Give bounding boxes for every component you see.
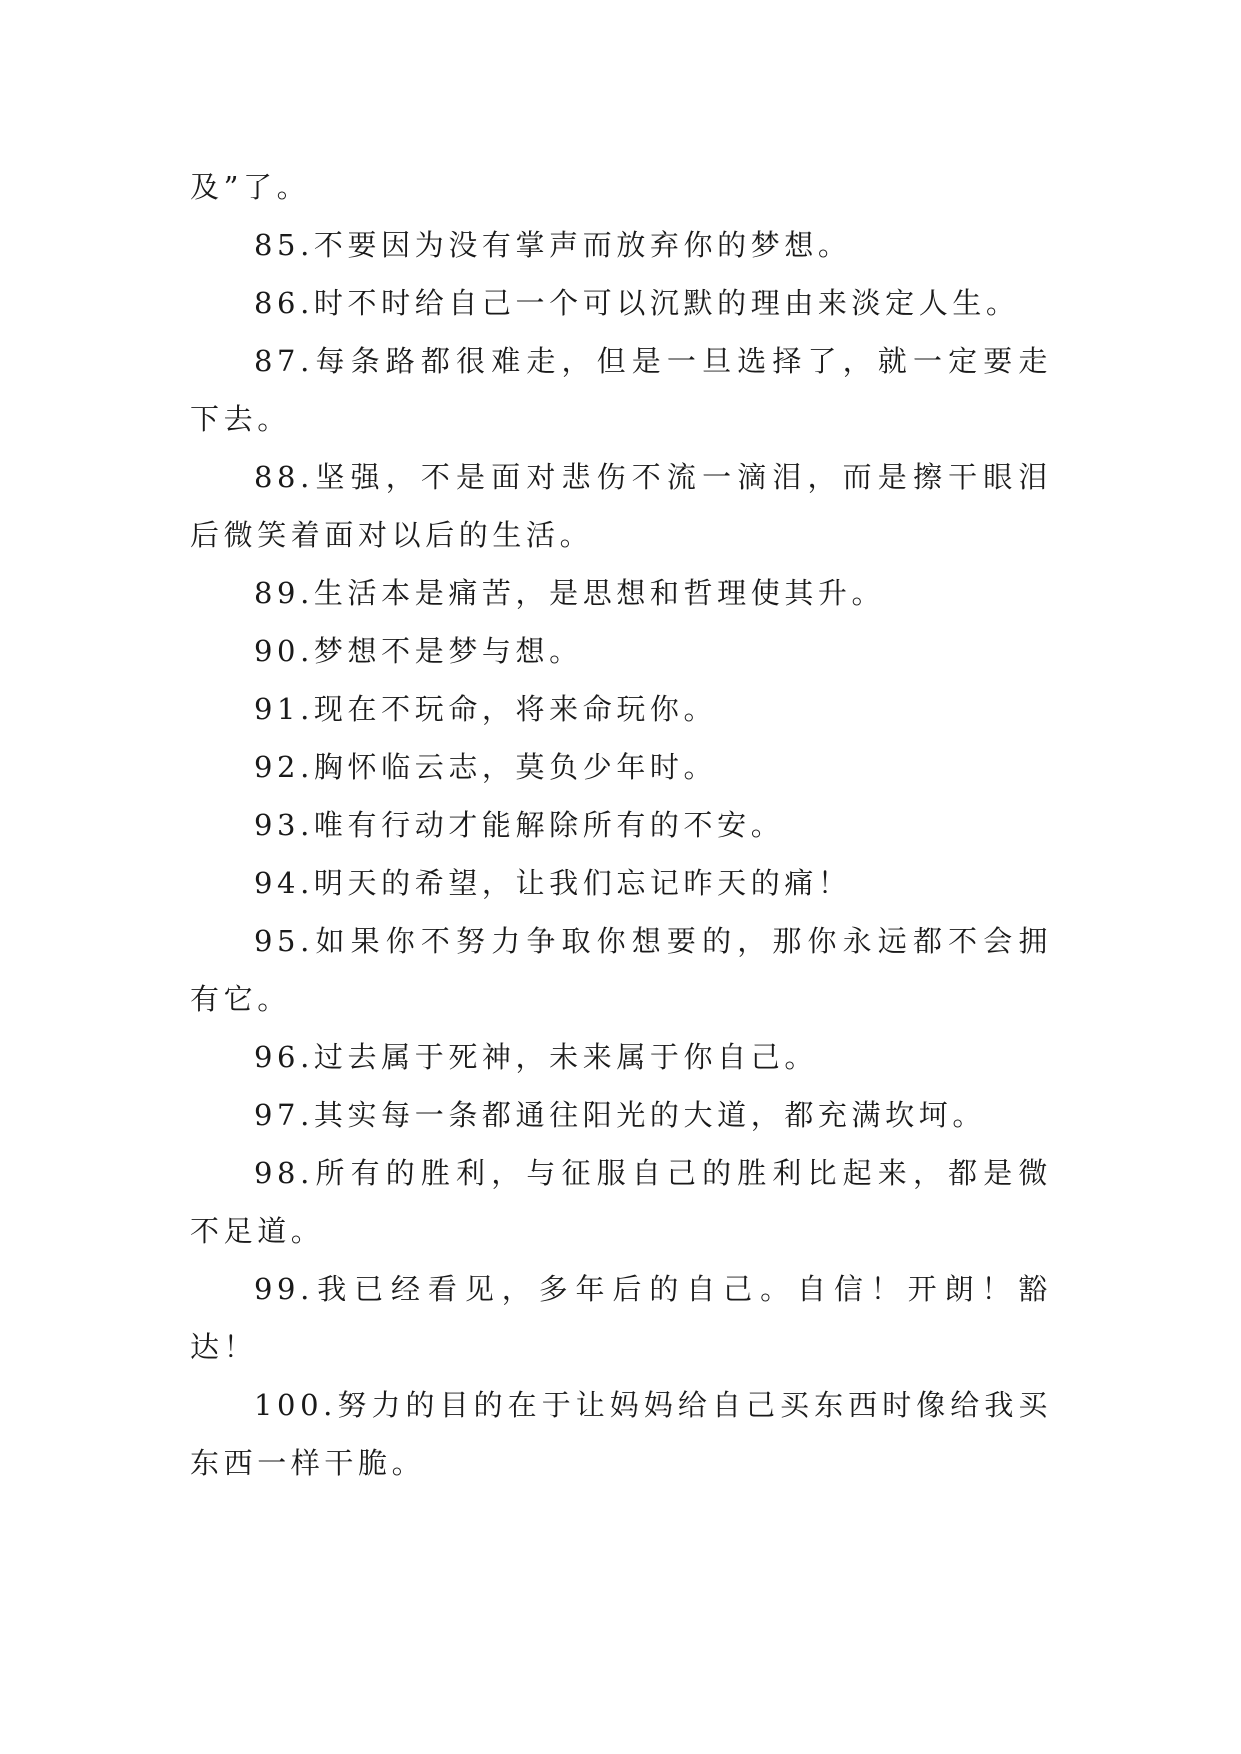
quote-98: 98.所有的胜利，与征服自己的胜利比起来，都是微不足道。	[190, 1156, 1052, 1248]
quote-95: 95.如果你不努力争取你想要的，那你永远都不会拥有它。	[190, 924, 1052, 1016]
quote-96: 96.过去属于死神，未来属于你自己。	[254, 1040, 818, 1074]
body-text	[190, 158, 1052, 1492]
quote-90: 90.梦想不是梦与想。	[254, 634, 583, 668]
paragraph-continuation: 及”了。	[190, 170, 311, 204]
quote-91: 91.现在不玩命，将来命玩你。	[254, 692, 718, 726]
quote-97: 97.其实每一条都通往阳光的大道，都充满坎坷。	[254, 1098, 986, 1132]
quote-89: 89.生活本是痛苦，是思想和哲理使其升。	[254, 576, 886, 610]
quote-92: 92.胸怀临云志，莫负少年时。	[254, 750, 718, 784]
quote-86: 86.时不时给自己一个可以沉默的理由来淡定人生。	[254, 286, 1020, 320]
quote-100: 100.努力的目的在于让妈妈给自己买东西时像给我买东西一样干脆。	[190, 1388, 1052, 1480]
quote-85: 85.不要因为没有掌声而放弃你的梦想。	[254, 228, 852, 262]
quote-93: 93.唯有行动才能解除所有的不安。	[254, 808, 785, 842]
quote-99: 99.我已经看见，多年后的自己。自信！开朗！豁达！	[190, 1272, 1052, 1364]
quote-87: 87.每条路都很难走，但是一旦选择了，就一定要走下去。	[190, 344, 1052, 436]
quote-88: 88.坚强，不是面对悲伤不流一滴泪，而是擦干眼泪后微笑着面对以后的生活。	[190, 460, 1052, 552]
quote-94: 94.明天的希望，让我们忘记昨天的痛！	[254, 866, 852, 900]
